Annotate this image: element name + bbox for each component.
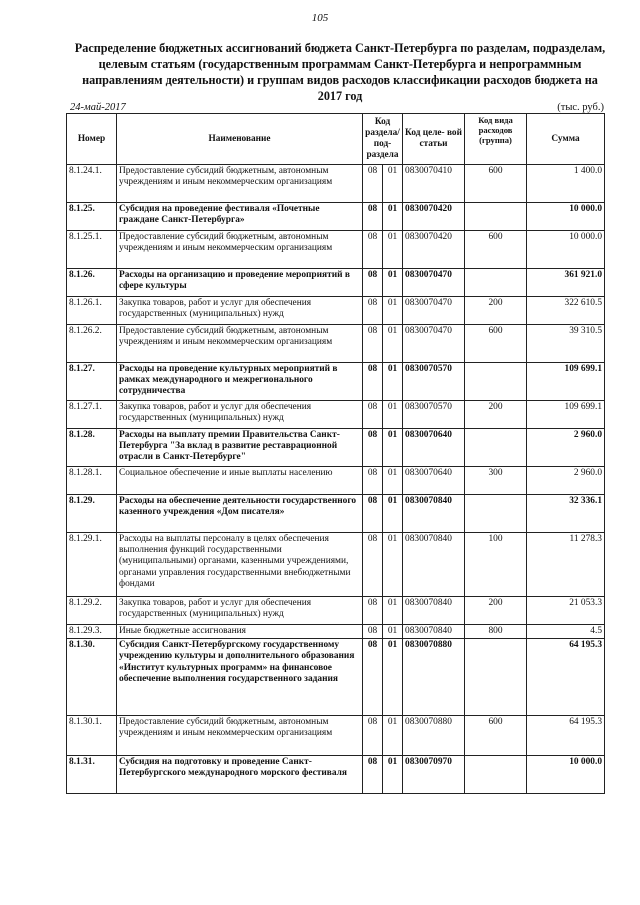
row-number: 8.1.30. (67, 639, 117, 716)
column-header-sum: Сумма (527, 114, 605, 165)
row-sum: 64 195.3 (527, 639, 605, 716)
row-number: 8.1.26.1. (67, 297, 117, 325)
row-name: Предоставление субсидий бюджетным, автономным учреждениям и иным некоммерческим организациям (117, 165, 363, 203)
row-article-code: 0830070840 (403, 597, 465, 625)
row-number: 8.1.27. (67, 363, 117, 401)
table-row (67, 429, 605, 467)
row-expense-group (465, 756, 527, 794)
row-section-code: 08 (363, 625, 383, 639)
row-expense-group: 600 (465, 231, 527, 269)
row-expense-group (465, 203, 527, 231)
row-section-code: 08 (363, 597, 383, 625)
row-article-code: 0830070570 (403, 363, 465, 401)
row-section-code: 08 (363, 639, 383, 716)
row-name: Предоставление субсидий бюджетным, автономным учреждениям и иным некоммерческим организациям (117, 231, 363, 269)
row-subsection-code: 01 (383, 639, 403, 716)
document-date: 24-май-2017 (70, 102, 126, 113)
row-sum: 10 000.0 (527, 756, 605, 794)
row-number: 8.1.31. (67, 756, 117, 794)
row-expense-group (465, 269, 527, 297)
row-number: 8.1.30.1. (67, 716, 117, 756)
row-number: 8.1.24.1. (67, 165, 117, 203)
table-row (67, 203, 605, 231)
row-number: 8.1.25.1. (67, 231, 117, 269)
table-row (67, 495, 605, 533)
row-subsection-code: 01 (383, 467, 403, 495)
row-article-code: 0830070420 (403, 231, 465, 269)
row-subsection-code: 01 (383, 533, 403, 597)
row-name: Субсидия Санкт-Петербургскому государственному учреждению культуры и дополнительного образования «Институт культурных программ» на финансовое обеспечение выполнения государственного задания (117, 639, 363, 716)
row-section-code: 08 (363, 716, 383, 756)
row-article-code: 0830070970 (403, 756, 465, 794)
row-subsection-code: 01 (383, 165, 403, 203)
row-article-code: 0830070880 (403, 639, 465, 716)
row-section-code: 08 (363, 325, 383, 363)
row-name: Расходы на организацию и проведение мероприятий в сфере культуры (117, 269, 363, 297)
column-header-num: Номер (67, 114, 117, 165)
row-number: 8.1.28. (67, 429, 117, 467)
row-article-code: 0830070470 (403, 297, 465, 325)
table-body (67, 165, 605, 794)
table-row (67, 756, 605, 794)
row-sum: 32 336.1 (527, 495, 605, 533)
table-row (67, 467, 605, 495)
document-title: Распределение бюджетных ассигнований бюджета Санкт-Петербурга по разделам, подразделам, целевым статьям (государственным программам Санкт-Петербурга и непрограммным направлениям деятельности) и группам видов расходов классификации расходов бюджета на 2017 год (74, 41, 606, 103)
row-expense-group: 100 (465, 533, 527, 597)
row-sum: 64 195.3 (527, 716, 605, 756)
row-sum: 21 053.3 (527, 597, 605, 625)
row-sum: 109 699.1 (527, 363, 605, 401)
column-header-section: Код раздела/ под- раздела (363, 114, 403, 165)
row-sum: 361 921.0 (527, 269, 605, 297)
row-subsection-code: 01 (383, 203, 403, 231)
row-name: Социальное обеспечение и иные выплаты населению (117, 467, 363, 495)
row-expense-group (465, 495, 527, 533)
row-subsection-code: 01 (383, 756, 403, 794)
row-name: Субсидия на проведение фестиваля «Почетные граждане Санкт-Петербурга» (117, 203, 363, 231)
page-number: 105 (311, 12, 329, 24)
row-subsection-code: 01 (383, 597, 403, 625)
row-number: 8.1.28.1. (67, 467, 117, 495)
table-row (67, 401, 605, 429)
units-label: (тыс. руб.) (557, 102, 604, 113)
row-section-code: 08 (363, 429, 383, 467)
row-article-code: 0830070840 (403, 533, 465, 597)
row-sum: 4.5 (527, 625, 605, 639)
row-article-code: 0830070570 (403, 401, 465, 429)
table-row (67, 625, 605, 639)
row-name: Закупка товаров, работ и услуг для обеспечения государственных (муниципальных) нужд (117, 597, 363, 625)
column-header-name: Наименование (117, 114, 363, 165)
row-article-code: 0830070840 (403, 495, 465, 533)
row-expense-group: 300 (465, 467, 527, 495)
table-row (67, 231, 605, 269)
row-sum: 10 000.0 (527, 203, 605, 231)
row-subsection-code: 01 (383, 297, 403, 325)
row-section-code: 08 (363, 756, 383, 794)
row-number: 8.1.26. (67, 269, 117, 297)
row-sum: 322 610.5 (527, 297, 605, 325)
row-expense-group: 800 (465, 625, 527, 639)
row-name: Расходы на обеспечение деятельности государственного казенного учреждения «Дом писателя» (117, 495, 363, 533)
row-subsection-code: 01 (383, 429, 403, 467)
row-article-code: 0830070640 (403, 467, 465, 495)
row-subsection-code: 01 (383, 495, 403, 533)
row-section-code: 08 (363, 297, 383, 325)
row-article-code: 0830070420 (403, 203, 465, 231)
row-section-code: 08 (363, 269, 383, 297)
row-sum: 1 400.0 (527, 165, 605, 203)
row-number: 8.1.25. (67, 203, 117, 231)
table-row (67, 325, 605, 363)
table-row (67, 297, 605, 325)
table-row (67, 639, 605, 716)
table-row (67, 716, 605, 756)
row-sum: 11 278.3 (527, 533, 605, 597)
row-sum: 10 000.0 (527, 231, 605, 269)
row-subsection-code: 01 (383, 231, 403, 269)
row-expense-group: 600 (465, 325, 527, 363)
row-article-code: 0830070470 (403, 325, 465, 363)
row-expense-group: 600 (465, 716, 527, 756)
row-number: 8.1.29.3. (67, 625, 117, 639)
row-subsection-code: 01 (383, 325, 403, 363)
row-section-code: 08 (363, 231, 383, 269)
row-article-code: 0830070880 (403, 716, 465, 756)
row-name: Субсидия на подготовку и проведение Санкт-Петербургского международного морского фестиваля (117, 756, 363, 794)
row-expense-group (465, 639, 527, 716)
row-subsection-code: 01 (383, 625, 403, 639)
row-sum: 39 310.5 (527, 325, 605, 363)
row-article-code: 0830070840 (403, 625, 465, 639)
row-expense-group (465, 429, 527, 467)
row-section-code: 08 (363, 165, 383, 203)
row-subsection-code: 01 (383, 363, 403, 401)
budget-table (66, 113, 605, 794)
row-number: 8.1.29. (67, 495, 117, 533)
row-number: 8.1.26.2. (67, 325, 117, 363)
row-section-code: 08 (363, 363, 383, 401)
row-number: 8.1.29.2. (67, 597, 117, 625)
row-expense-group: 200 (465, 401, 527, 429)
row-expense-group (465, 363, 527, 401)
table-row (67, 269, 605, 297)
row-article-code: 0830070470 (403, 269, 465, 297)
row-article-code: 0830070410 (403, 165, 465, 203)
row-sum: 2 960.0 (527, 467, 605, 495)
row-expense-group: 600 (465, 165, 527, 203)
row-name: Расходы на выплату премии Правительства Санкт-Петербурга "За вклад в развитие реставрационной отрасли в Санкт-Петербурге" (117, 429, 363, 467)
row-subsection-code: 01 (383, 401, 403, 429)
row-section-code: 08 (363, 203, 383, 231)
table-row (67, 165, 605, 203)
column-header-article: Код целе- вой статьи (403, 114, 465, 165)
row-section-code: 08 (363, 467, 383, 495)
row-name: Предоставление субсидий бюджетным, автономным учреждениям и иным некоммерческим организациям (117, 325, 363, 363)
row-section-code: 08 (363, 495, 383, 533)
row-subsection-code: 01 (383, 269, 403, 297)
row-name: Предоставление субсидий бюджетным, автономным учреждениям и иным некоммерческим организациям (117, 716, 363, 756)
row-name: Расходы на проведение культурных мероприятий в рамках международного и межрегионального сотрудничества (117, 363, 363, 401)
row-number: 8.1.27.1. (67, 401, 117, 429)
row-sum: 2 960.0 (527, 429, 605, 467)
row-section-code: 08 (363, 401, 383, 429)
table-row (67, 597, 605, 625)
row-name: Иные бюджетные ассигнования (117, 625, 363, 639)
row-name: Закупка товаров, работ и услуг для обеспечения государственных (муниципальных) нужд (117, 401, 363, 429)
row-subsection-code: 01 (383, 716, 403, 756)
table-row (67, 363, 605, 401)
row-section-code: 08 (363, 533, 383, 597)
row-expense-group: 200 (465, 297, 527, 325)
column-header-group: Код вида расходов (группа) (465, 114, 527, 165)
row-expense-group: 200 (465, 597, 527, 625)
row-number: 8.1.29.1. (67, 533, 117, 597)
row-sum: 109 699.1 (527, 401, 605, 429)
table-row (67, 533, 605, 597)
row-article-code: 0830070640 (403, 429, 465, 467)
row-name: Закупка товаров, работ и услуг для обеспечения государственных (муниципальных) нужд (117, 297, 363, 325)
table-header-row (67, 114, 605, 165)
row-name: Расходы на выплаты персоналу в целях обеспечения выполнения функций государственными (муниципальными) органами, казенными учреждениями, органами управления государственными внебюджетными фондами (117, 533, 363, 597)
